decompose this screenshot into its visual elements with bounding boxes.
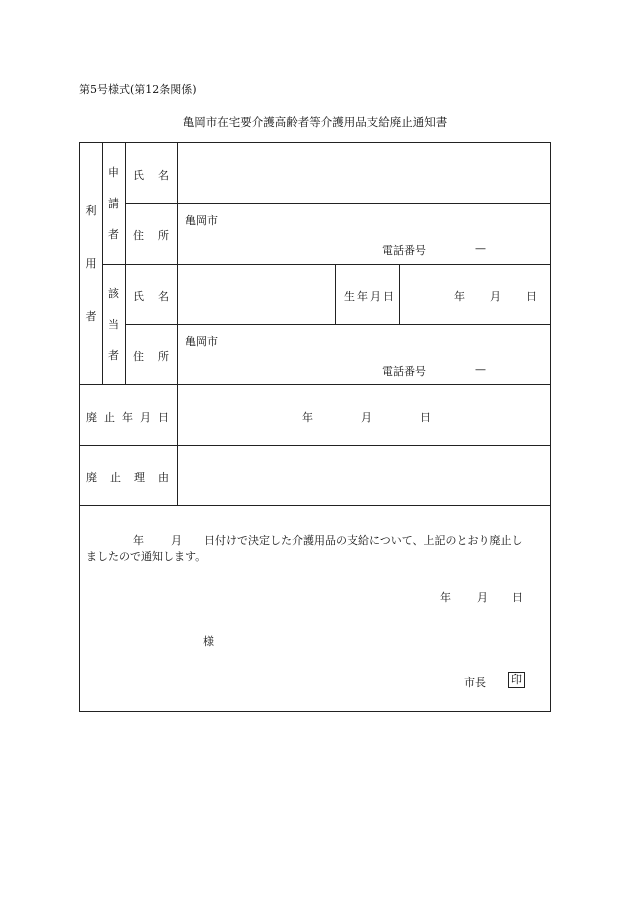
applicant-address-value[interactable]: 亀岡市 <box>185 214 218 227</box>
applicant-phone-dash: — <box>475 242 486 255</box>
notice-day-unit[interactable]: 日 <box>512 591 523 604</box>
applicant-label <box>102 157 125 249</box>
label-char: 由 <box>158 471 169 484</box>
seal-mark <box>508 672 525 688</box>
label-char: 日 <box>158 411 169 424</box>
applicant-address-label <box>133 227 169 243</box>
label-char: 氏 <box>133 290 144 303</box>
divider <box>80 505 551 506</box>
notice-year-unit[interactable]: 年 <box>440 591 451 604</box>
signer-title: 市長 <box>464 676 486 689</box>
label-char: 止 <box>110 471 121 484</box>
notice-line1-text: 日付けで決定した介護用品の支給について、上記のとおり廃止し <box>204 534 523 547</box>
subject-label-char: 該 <box>108 287 119 301</box>
user-label-char: 用 <box>85 256 97 270</box>
discontinue-reason-label <box>86 469 169 485</box>
label-char: 所 <box>158 229 169 242</box>
document-title: 亀岡市在宅要介護高齢者等介護用品支給廃止通知書 <box>182 115 448 129</box>
subject-address-value[interactable]: 亀岡市 <box>185 335 218 348</box>
applicant-label-char: 申 <box>108 166 119 180</box>
label-char: 年 <box>122 411 133 424</box>
applicant-phone-label: 電話番号 <box>382 244 426 257</box>
label-char: 止 <box>104 411 115 424</box>
subject-address-label <box>133 348 169 364</box>
discontinue-day-unit[interactable]: 日 <box>420 411 431 424</box>
subject-label <box>102 278 125 370</box>
notice-year-unit[interactable]: 年 <box>133 534 144 547</box>
birth-month-unit[interactable]: 月 <box>490 290 501 303</box>
label-char: 氏 <box>133 169 144 182</box>
user-label <box>80 183 102 343</box>
birth-year-unit[interactable]: 年 <box>454 290 465 303</box>
applicant-label-char: 者 <box>108 227 119 241</box>
divider <box>399 264 400 324</box>
label-char: 廃 <box>86 411 97 424</box>
label-char: 住 <box>133 229 144 242</box>
subject-name-label <box>133 288 169 304</box>
subject-birth-label: 生年月日 <box>344 290 396 303</box>
user-label-char: 者 <box>85 310 97 324</box>
user-label-char: 利 <box>85 203 97 217</box>
subject-phone-label: 電話番号 <box>382 365 426 378</box>
notice-line2-text: ましたので通知します。 <box>86 550 207 563</box>
divider <box>335 264 336 324</box>
addressee-suffix: 様 <box>203 635 214 648</box>
label-char: 名 <box>158 169 169 182</box>
applicant-label-char: 請 <box>108 196 119 210</box>
applicant-name-label <box>133 167 169 183</box>
subject-name-field[interactable] <box>180 267 332 321</box>
discontinue-date-label <box>86 409 169 425</box>
label-char: 所 <box>158 350 169 363</box>
notice-month-unit[interactable]: 月 <box>477 591 488 604</box>
divider <box>125 203 551 204</box>
label-char: 名 <box>158 290 169 303</box>
birth-day-unit[interactable]: 日 <box>526 290 537 303</box>
label-char: 月 <box>140 411 151 424</box>
divider <box>102 264 551 265</box>
form-number: 第5号様式(第12条関係) <box>79 83 197 96</box>
label-char: 廃 <box>86 471 97 484</box>
applicant-name-field[interactable] <box>180 145 550 201</box>
notice-month-unit[interactable]: 月 <box>171 534 182 547</box>
discontinue-month-unit[interactable]: 月 <box>361 411 372 424</box>
seal-stamp: 印 <box>508 672 525 688</box>
subject-label-char: 当 <box>108 317 119 331</box>
label-char: 理 <box>134 471 145 484</box>
subject-phone-dash: — <box>475 363 486 376</box>
subject-label-char: 者 <box>108 348 119 362</box>
divider <box>80 384 551 385</box>
divider <box>125 324 551 325</box>
divider <box>80 445 551 446</box>
discontinue-reason-field[interactable] <box>180 448 550 502</box>
discontinue-year-unit[interactable]: 年 <box>302 411 313 424</box>
label-char: 住 <box>133 350 144 363</box>
form-table <box>79 142 551 712</box>
